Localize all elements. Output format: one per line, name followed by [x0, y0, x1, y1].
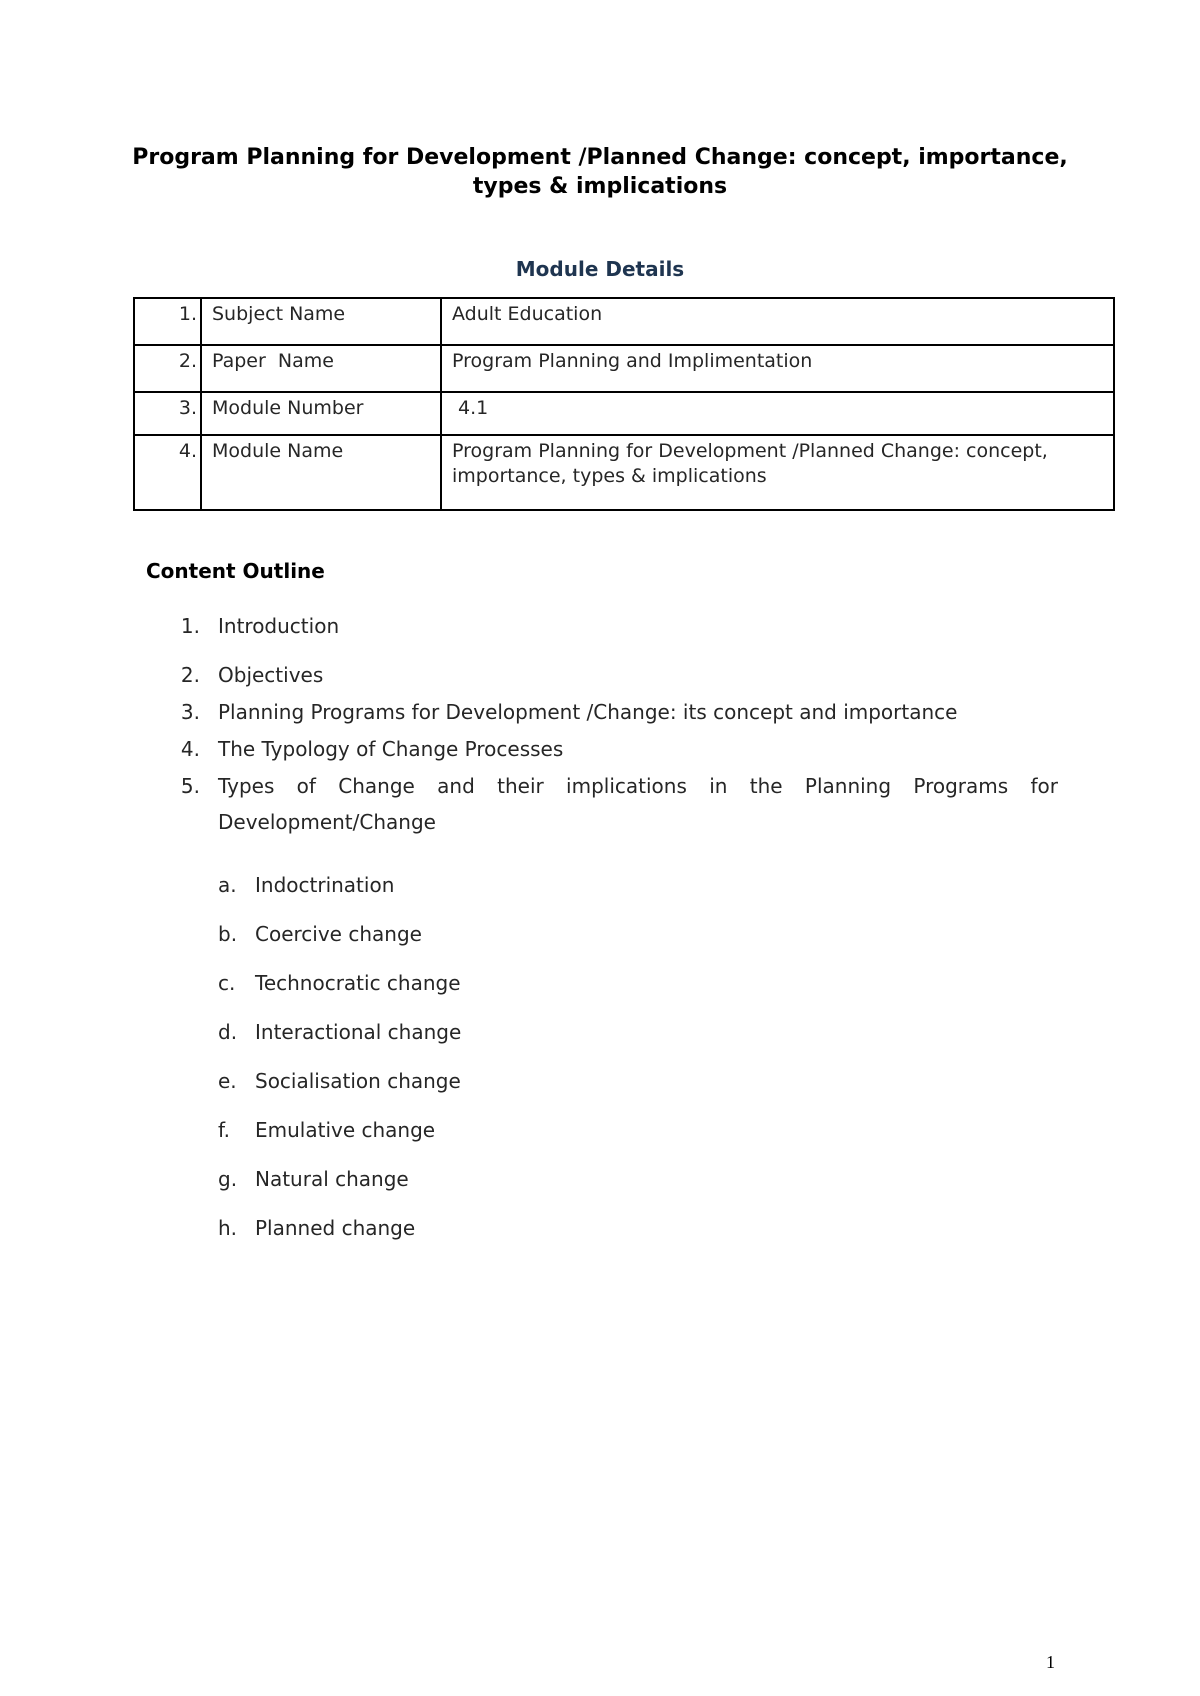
list-text: Introduction [218, 614, 340, 638]
list-text: Objectives [218, 663, 324, 687]
sub-list-marker: b. [218, 922, 238, 946]
row-label: Subject Name [201, 298, 441, 345]
row-label: Paper Name [201, 345, 441, 392]
sub-list-marker: a. [218, 873, 237, 897]
row-number: 1. [134, 298, 201, 345]
table-row [134, 435, 1114, 510]
list-text: The Typology of Change Processes [218, 737, 564, 761]
table-row [134, 392, 1114, 435]
sub-list-text: Interactional change [255, 1020, 462, 1044]
list-marker: 1. [180, 614, 200, 638]
row-value: Program Planning and Implimentation [441, 345, 1114, 392]
row-label: Module Number [201, 392, 441, 435]
module-details-heading: Module Details [515, 257, 685, 281]
list-marker: 5. [180, 774, 200, 798]
table-row [134, 345, 1114, 392]
sub-list-text: Socialisation change [255, 1069, 461, 1093]
sub-list-text: Natural change [255, 1167, 409, 1191]
list-marker: 2. [180, 663, 200, 687]
page-number: 1 [1046, 1652, 1055, 1672]
content-outline-heading: Content Outline [146, 559, 325, 583]
document-title: Program Planning for Development /Planned Change: concept, importance, types & implications [132, 145, 1068, 199]
row-number: 4. [134, 435, 201, 510]
sub-list-marker: e. [218, 1069, 237, 1093]
sub-list-text: Planned change [255, 1216, 416, 1240]
row-value: 4.1 [441, 392, 1114, 435]
sub-list-marker: f. [218, 1118, 230, 1142]
row-number: 3. [134, 392, 201, 435]
sub-list-marker: g. [218, 1167, 238, 1191]
sub-list-marker: d. [218, 1020, 238, 1044]
sub-list-marker: h. [218, 1216, 238, 1240]
table-row [134, 298, 1114, 345]
row-label: Module Name [201, 435, 441, 510]
row-value: Adult Education [441, 298, 1114, 345]
sub-list-text: Emulative change [255, 1118, 436, 1142]
list-marker: 4. [180, 737, 200, 761]
sub-list-text: Coercive change [255, 922, 422, 946]
module-details-table [133, 297, 1115, 511]
list-marker: 3. [180, 700, 200, 724]
list-text: Planning Programs for Development /Change: its concept and importance [218, 700, 958, 724]
list-text: Types of Change and their implications in the Planning Programs for Development/Change [218, 774, 1058, 834]
sub-list-text: Technocratic change [255, 971, 461, 995]
row-value: Program Planning for Development /Planned Change: concept, importance, types & implications [441, 435, 1114, 510]
row-number: 2. [134, 345, 201, 392]
sub-list-marker: c. [218, 971, 236, 995]
sub-list-text: Indoctrination [255, 873, 395, 897]
